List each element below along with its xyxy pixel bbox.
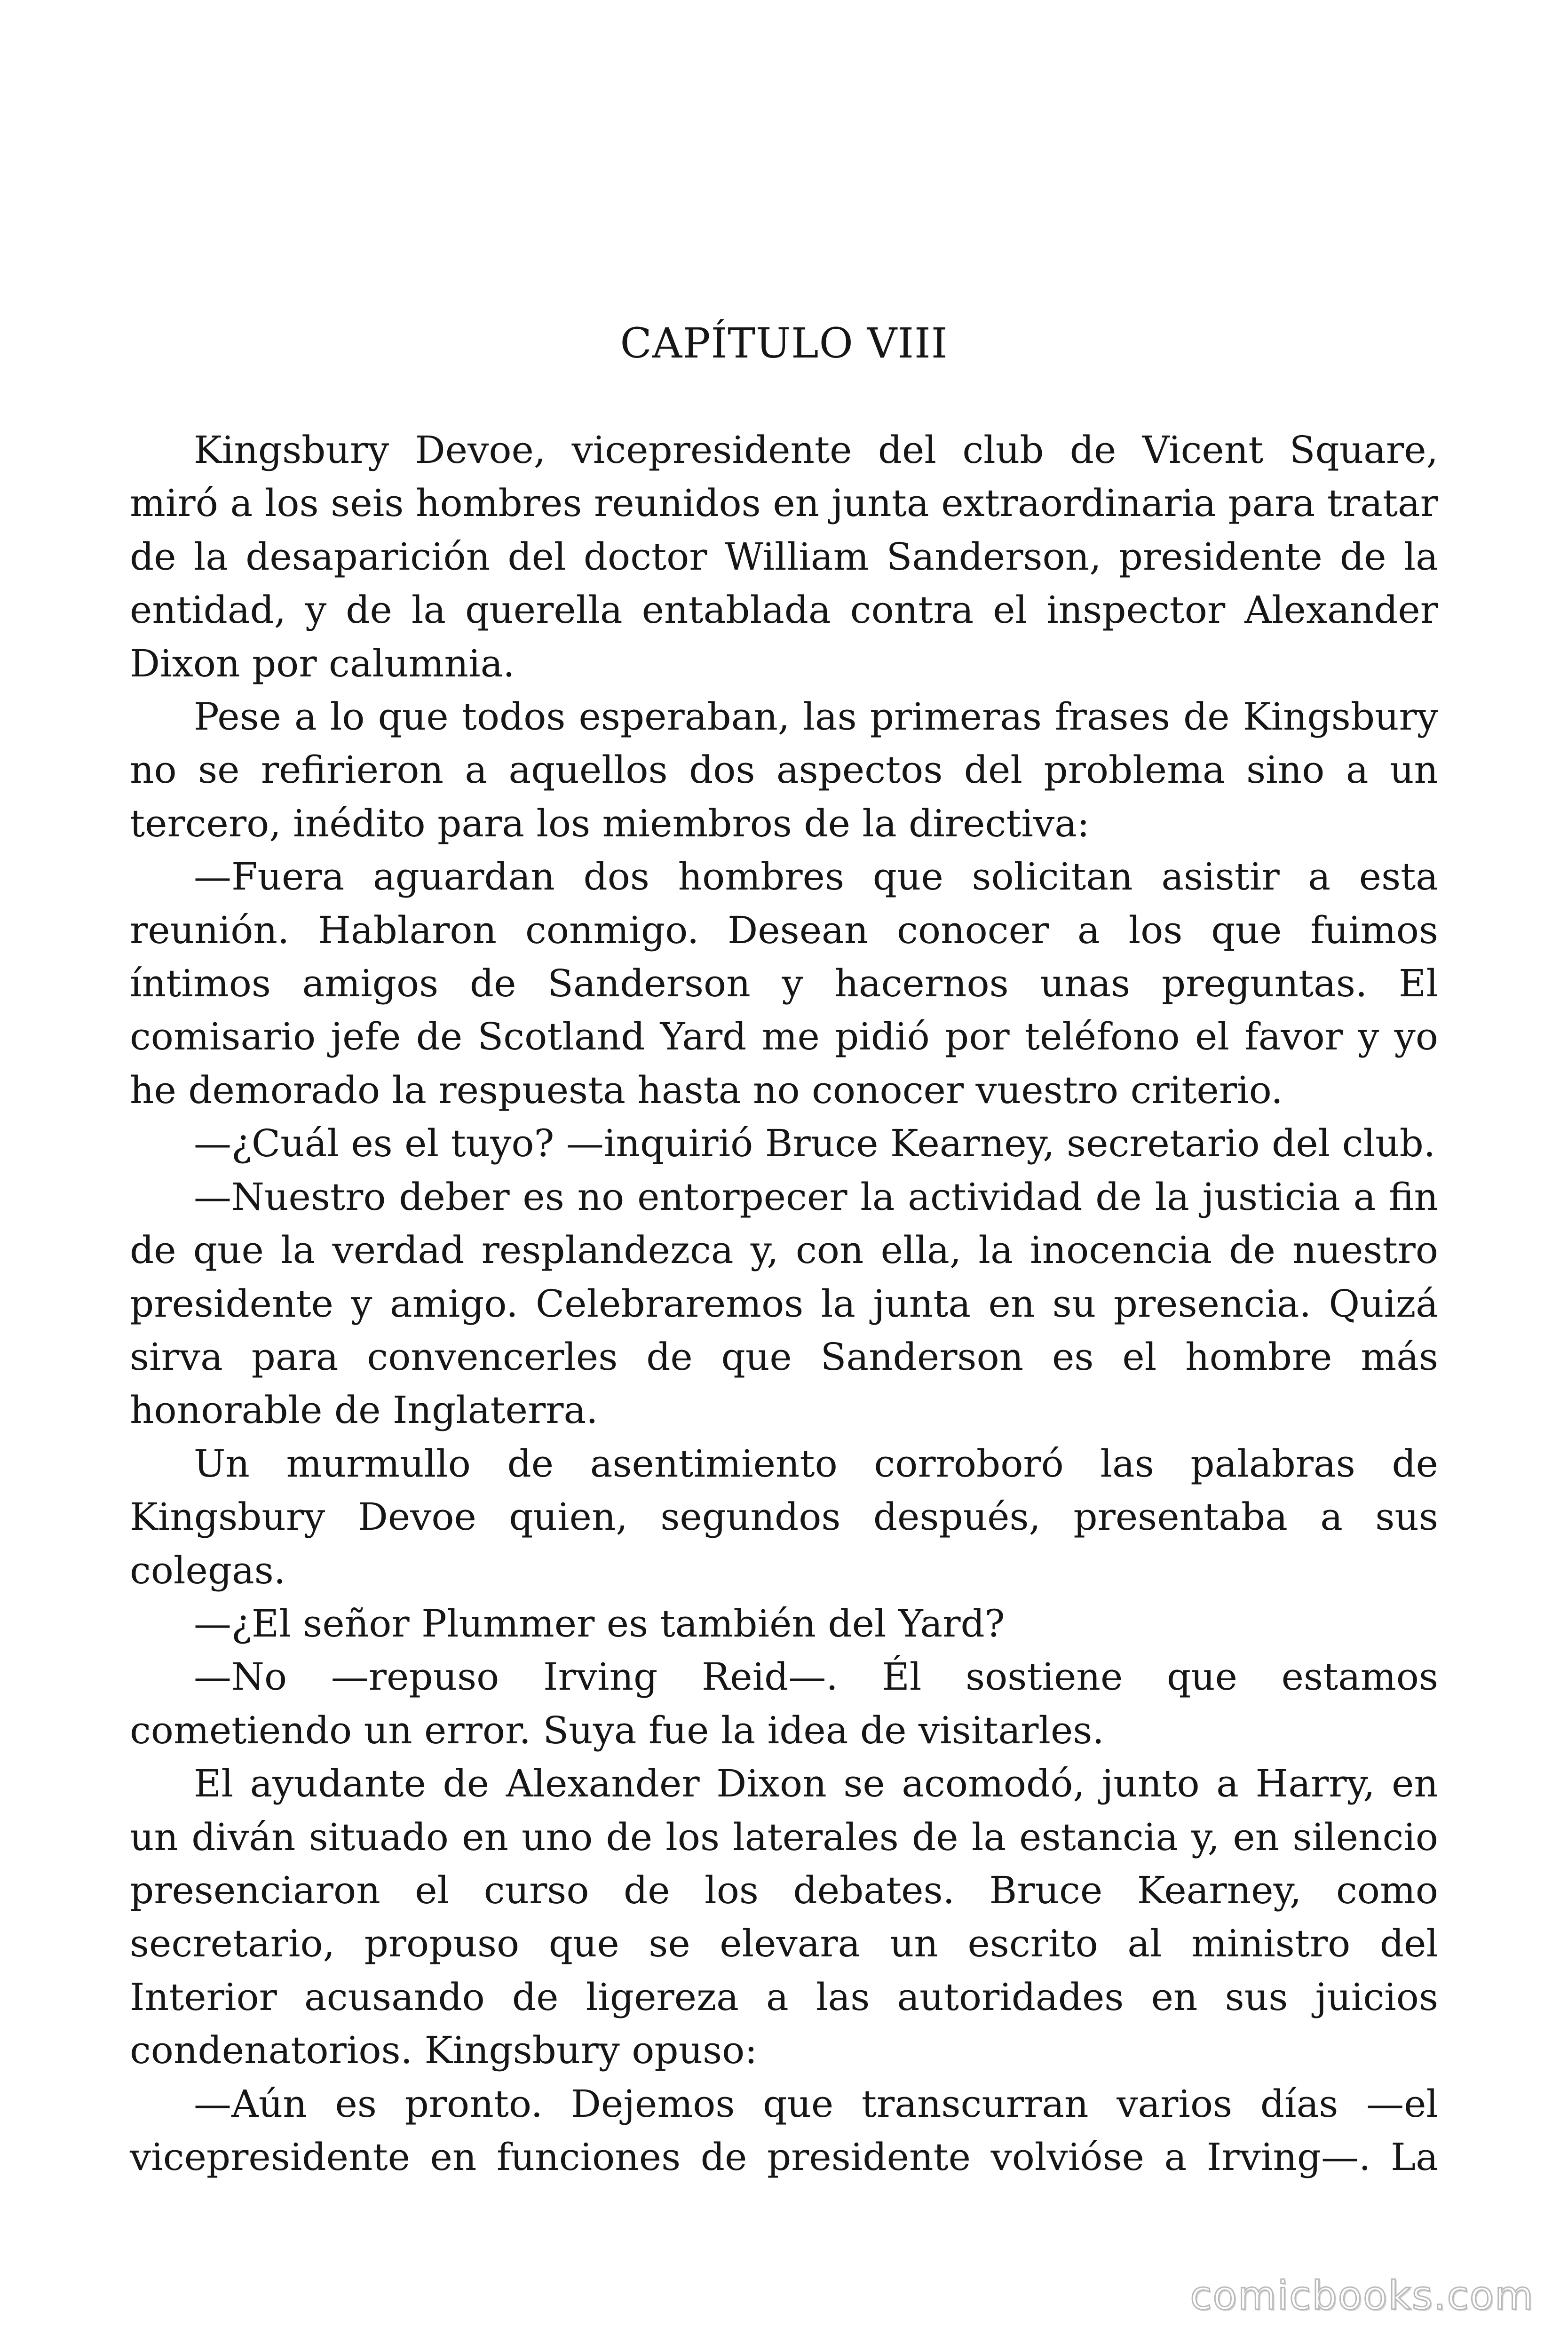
paragraph-10: —Aún es pronto. Dejemos que transcurran varios días —el vicepresidente en funciones de presidente volvióse a Irving—. La — [130, 2082, 1438, 2179]
chapter-body — [130, 423, 1438, 2184]
paragraph-3: —Fuera aguardan dos hombres que solicitan asistir a esta reunión. Hablaron conmigo. Desean conocer a los que fuimos íntimos amigos de Sanderson y hacernos unas preguntas. El comisario jefe de Scotland Yard me pidió por teléfono el favor y yo he demorado la respuesta hasta no conocer vuestro criterio. — [130, 855, 1438, 1112]
paragraph-5: —Nuestro deber es no entorpecer la actividad de la justicia a fin de que la verdad resplandezca y, con ella, la inocencia de nuestro presidente y amigo. Celebraremos la junta en su presencia. Quizá sirva para convencerles de que Sanderson es el hombre más honorable de Inglaterra. — [130, 1175, 1438, 1432]
paragraph-9: El ayudante de Alexander Dixon se acomodó, junto a Harry, en un diván situado en uno de los laterales de la estancia y, en silencio presenciaron el curso de los debates. Bruce Kearney, como secretario, propuso que se elevara un escrito al ministro del Interior acusando de ligereza a las autoridades en sus juicios condenatorios. Kingsbury opuso: — [130, 1762, 1438, 2073]
paragraph-1: Kingsbury Devoe, vicepresidente del club de Vicent Square, miró a los seis hombres reunidos en junta extraordinaria para tratar de la desaparición del doctor William Sanderson, presidente de la entidad, y de la querella entablada contra el inspector Alexander Dixon por calumnia. — [130, 428, 1438, 685]
chapter-title: CAPÍTULO VIII — [620, 319, 948, 367]
paragraph-6: Un murmullo de asentimiento corroboró las palabras de Kingsbury Devoe quien, segundos después, presentaba a sus colegas. — [130, 1441, 1438, 1592]
paragraph-2: Pese a lo que todos esperaban, las primeras frases de Kingsbury no se refirieron a aquellos dos aspectos del problema sino a un tercero, inédito para los miembros de la directiva: — [130, 695, 1438, 845]
paragraph-8: —No —repuso Irving Reid—. Él sostiene que estamos cometiendo un error. Suya fue la idea de visitarles. — [130, 1655, 1438, 1752]
paragraph-7: —¿El señor Plummer es también del Yard? — [194, 1601, 1005, 1645]
watermark: comicbooks.com — [1190, 2273, 1534, 2319]
paragraph-4: —¿Cuál es el tuyo? —inquirió Bruce Kearney, secretario del club. — [194, 1121, 1436, 1166]
